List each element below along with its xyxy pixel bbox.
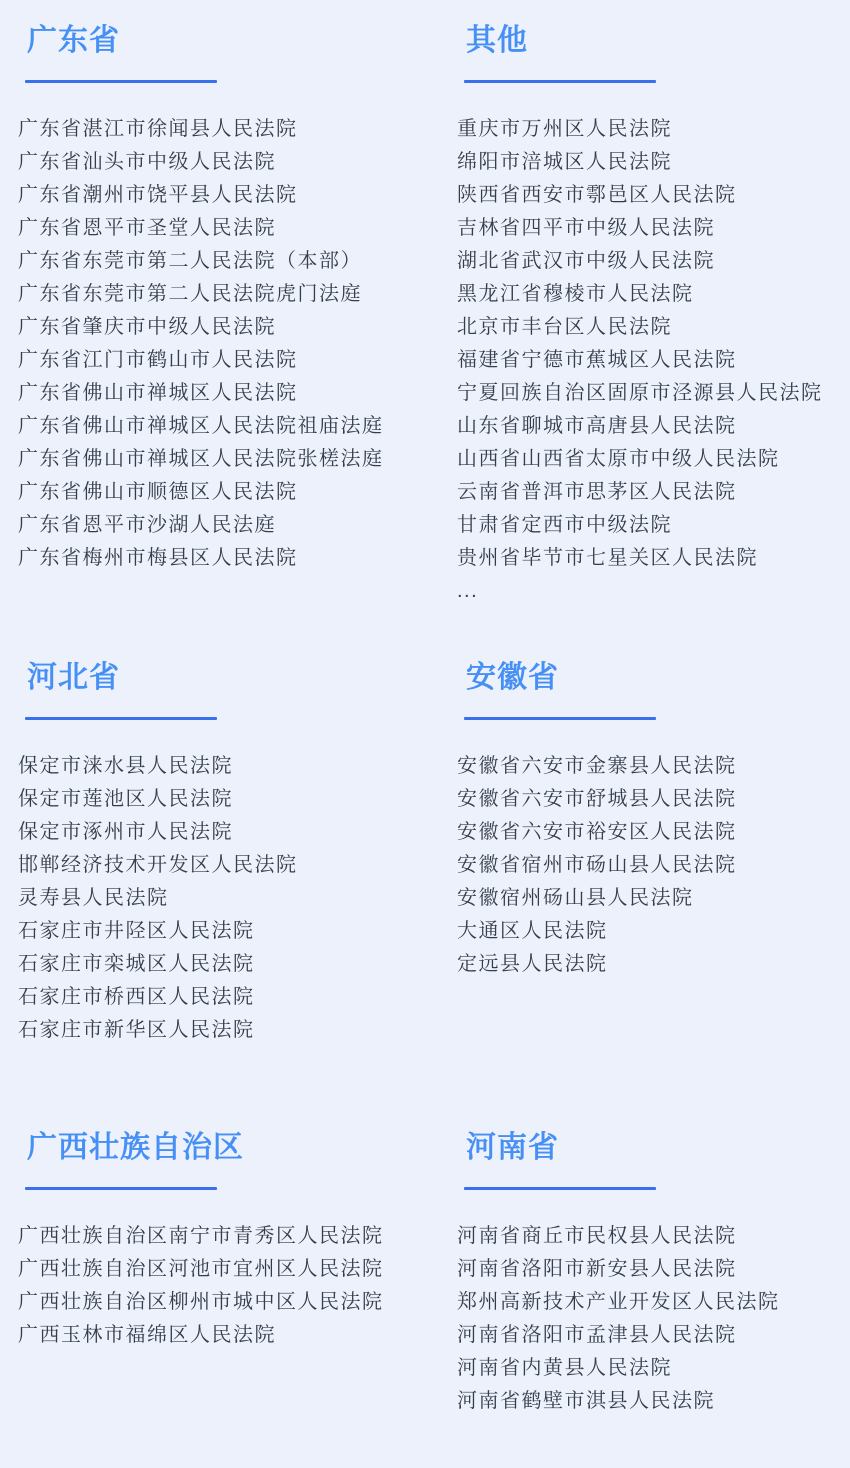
court-list-item: 广东省梅州市梅县区人民法院 [18, 547, 298, 569]
court-list [18, 750, 418, 1047]
court-list-item: 保定市涿州市人民法院 [18, 821, 233, 843]
court-list-item: 河南省洛阳市孟津县人民法院 [457, 1324, 737, 1346]
court-list [18, 113, 418, 575]
court-list-item: 郑州高新技术产业开发区人民法院 [457, 1291, 780, 1313]
court-list-item: 广东省湛江市徐闻县人民法院 [18, 118, 298, 140]
court-list-item: 广东省恩平市圣堂人民法院 [18, 217, 276, 239]
section-title: 广西壮族自治区 [27, 1131, 244, 1164]
section-underline [464, 1187, 656, 1190]
court-list-item: 石家庄市栾城区人民法院 [18, 953, 255, 975]
court-list-item: 宁夏回族自治区固原市泾源县人民法院 [457, 382, 823, 404]
court-list-item: 绵阳市涪城区人民法院 [457, 151, 672, 173]
court-list-item: 广西玉林市福绵区人民法院 [18, 1324, 276, 1346]
court-list-item: 甘肃省定西市中级法院 [457, 514, 672, 536]
court-list-item: 安徽省六安市舒城县人民法院 [457, 788, 737, 810]
court-list-item: 湖北省武汉市中级人民法院 [457, 250, 715, 272]
court-list-item: 安徽宿州砀山县人民法院 [457, 887, 694, 909]
court-list-item: 河南省商丘市民权县人民法院 [457, 1225, 737, 1247]
section-underline [25, 717, 217, 720]
court-list-item: 吉林省四平市中级人民法院 [457, 217, 715, 239]
court-list-item: 山东省聊城市高唐县人民法院 [457, 415, 737, 437]
court-list [18, 1220, 418, 1352]
court-list [457, 750, 850, 981]
section-title: 河北省 [27, 661, 120, 694]
section-title: 安徽省 [466, 661, 559, 694]
court-list-item: 广西壮族自治区南宁市青秀区人民法院 [18, 1225, 384, 1247]
court-list-item: 广东省江门市鹤山市人民法院 [18, 349, 298, 371]
court-list-item: 福建省宁德市蕉城区人民法院 [457, 349, 737, 371]
court-list-item: 广东省恩平市沙湖人民法庭 [18, 514, 276, 536]
court-list-item: 石家庄市新华区人民法院 [18, 1019, 255, 1041]
court-list-item: 广东省汕头市中级人民法院 [18, 151, 276, 173]
court-list-item: 广东省东莞市第二人民法院（本部） [18, 250, 362, 272]
section-guangdong [18, 23, 418, 575]
court-list-item: 保定市莲池区人民法院 [18, 788, 233, 810]
court-list-item: 黑龙江省穆棱市人民法院 [457, 283, 694, 305]
court-list-item: 大通区人民法院 [457, 920, 608, 942]
court-list [457, 1220, 850, 1418]
court-list-item: 安徽省六安市裕安区人民法院 [457, 821, 737, 843]
section-guangxi [18, 1130, 418, 1352]
section-other [457, 23, 850, 608]
court-list-item: 广西壮族自治区柳州市城中区人民法院 [18, 1291, 384, 1313]
section-anhui [457, 660, 850, 981]
court-list-item: 石家庄市井陉区人民法院 [18, 920, 255, 942]
court-list-item: 河南省内黄县人民法院 [457, 1357, 672, 1379]
court-list-item: 邯郸经济技术开发区人民法院 [18, 854, 298, 876]
court-list-item: 河南省洛阳市新安县人民法院 [457, 1258, 737, 1280]
court-list-item: 山西省山西省太原市中级人民法院 [457, 448, 780, 470]
court-list-item: 北京市丰台区人民法院 [457, 316, 672, 338]
court-list-item: 广东省潮州市饶平县人民法院 [18, 184, 298, 206]
section-underline [464, 80, 656, 83]
court-list-item: 广西壮族自治区河池市宜州区人民法院 [18, 1258, 384, 1280]
court-list-item: 石家庄市桥西区人民法院 [18, 986, 255, 1008]
section-underline [25, 80, 217, 83]
court-list-item: 广东省肇庆市中级人民法院 [18, 316, 276, 338]
court-list-item: 广东省佛山市禅城区人民法院张槎法庭 [18, 448, 384, 470]
section-title: 其他 [466, 24, 528, 57]
court-list-item: ... [457, 580, 479, 602]
court-list-item: 陕西省西安市鄠邑区人民法院 [457, 184, 737, 206]
section-underline [464, 717, 656, 720]
court-list-item: 安徽省六安市金寨县人民法院 [457, 755, 737, 777]
court-list-item: 重庆市万州区人民法院 [457, 118, 672, 140]
section-underline [25, 1187, 217, 1190]
court-list-item: 定远县人民法院 [457, 953, 608, 975]
court-list-item: 广东省佛山市顺德区人民法院 [18, 481, 298, 503]
court-list [457, 113, 850, 608]
section-henan [457, 1130, 850, 1418]
court-list-item: 灵寿县人民法院 [18, 887, 169, 909]
court-list-item: 广东省佛山市禅城区人民法院 [18, 382, 298, 404]
court-list-item: 保定市涞水县人民法院 [18, 755, 233, 777]
court-list-item: 云南省普洱市思茅区人民法院 [457, 481, 737, 503]
section-title: 广东省 [27, 24, 120, 57]
section-title: 河南省 [466, 1131, 559, 1164]
section-hebei [18, 660, 418, 1047]
court-list-item: 贵州省毕节市七星关区人民法院 [457, 547, 758, 569]
court-list-item: 河南省鹤壁市淇县人民法院 [457, 1390, 715, 1412]
court-list-item: 安徽省宿州市砀山县人民法院 [457, 854, 737, 876]
court-list-item: 广东省东莞市第二人民法院虎门法庭 [18, 283, 362, 305]
court-list-item: 广东省佛山市禅城区人民法院祖庙法庭 [18, 415, 384, 437]
